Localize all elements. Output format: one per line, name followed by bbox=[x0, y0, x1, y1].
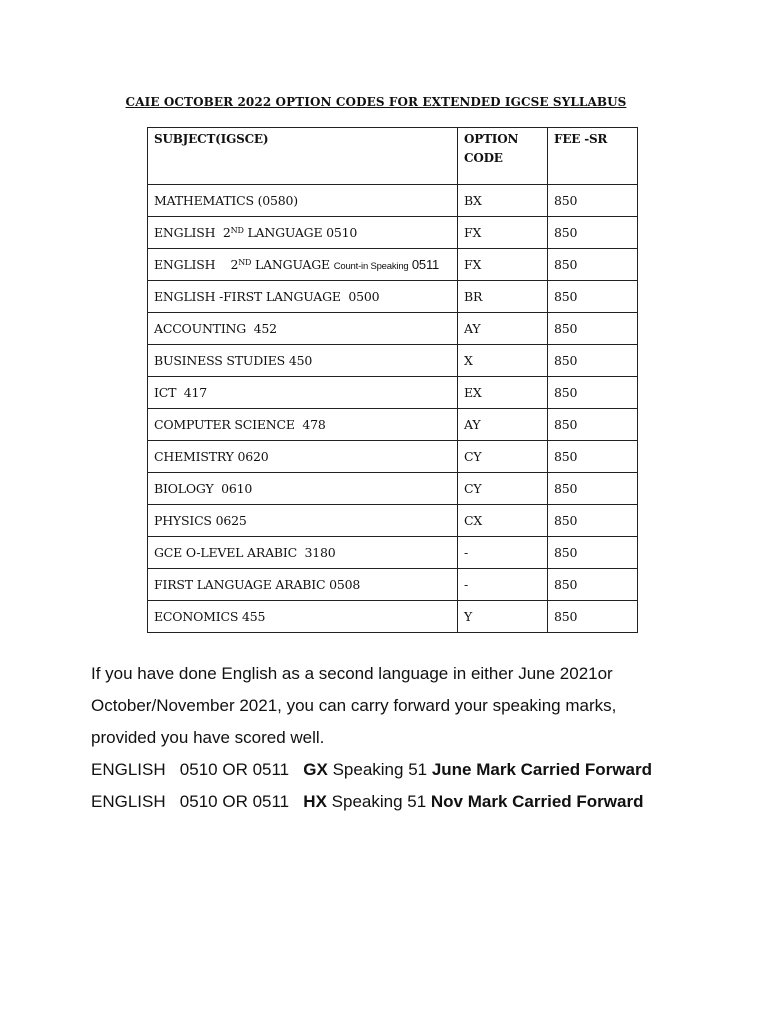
header-option-line2: CODE bbox=[464, 151, 503, 165]
table-row bbox=[148, 473, 638, 505]
table-header-row bbox=[148, 128, 638, 185]
subject-text: ENGLISH 2 bbox=[154, 225, 231, 240]
cell-subject: CHEMISTRY 0620 bbox=[148, 441, 458, 473]
cell-code: X bbox=[458, 345, 548, 377]
nov-middle: Speaking 51 bbox=[326, 792, 431, 811]
subject-text: LANGUAGE bbox=[251, 257, 334, 272]
june-code: GX bbox=[303, 760, 328, 779]
cell-subject: ECONOMICS 455 bbox=[148, 601, 458, 633]
note-line: provided you have scored well. bbox=[91, 728, 325, 747]
cell-fee: 850 bbox=[548, 505, 638, 537]
subject-code: 0511 bbox=[408, 257, 440, 272]
cell-subject: ICT 417 bbox=[148, 377, 458, 409]
cell-code: FX bbox=[458, 249, 548, 281]
cell-code: BR bbox=[458, 281, 548, 313]
header-option-line1: OPTION bbox=[464, 132, 519, 146]
cell-subject: BIOLOGY 0610 bbox=[148, 473, 458, 505]
table-row bbox=[148, 569, 638, 601]
cell-fee: 850 bbox=[548, 345, 638, 377]
table-row bbox=[148, 313, 638, 345]
document-title: CAIE OCTOBER 2022 OPTION CODES FOR EXTENDED IGCSE SYLLABUS bbox=[125, 95, 627, 109]
header-subject: SUBJECT(IGSCE) bbox=[148, 128, 458, 185]
table-row bbox=[148, 409, 638, 441]
subject-text: ENGLISH 2 bbox=[154, 257, 239, 272]
header-option-code bbox=[458, 128, 548, 185]
cell-subject: PHYSICS 0625 bbox=[148, 505, 458, 537]
cell-fee: 850 bbox=[548, 249, 638, 281]
cell-code: Y bbox=[458, 601, 548, 633]
option-codes-table bbox=[147, 127, 638, 633]
cell-code: CX bbox=[458, 505, 548, 537]
cell-fee: 850 bbox=[548, 409, 638, 441]
table-row bbox=[148, 185, 638, 217]
note-line: If you have done English as a second language in either June 2021or bbox=[91, 664, 613, 683]
superscript: ND bbox=[230, 226, 244, 235]
table-row bbox=[148, 217, 638, 249]
note-line: October/November 2021, you can carry forward your speaking marks, bbox=[91, 696, 617, 715]
cell-code: CY bbox=[458, 473, 548, 505]
subject-text: LANGUAGE 0510 bbox=[243, 225, 358, 240]
cell-fee: 850 bbox=[548, 473, 638, 505]
table-row bbox=[148, 377, 638, 409]
cell-subject: COMPUTER SCIENCE 478 bbox=[148, 409, 458, 441]
cell-code: AY bbox=[458, 313, 548, 345]
cell-fee: 850 bbox=[548, 537, 638, 569]
cell-fee: 850 bbox=[548, 569, 638, 601]
table-row bbox=[148, 601, 638, 633]
nov-prefix: ENGLISH 0510 OR 0511 bbox=[91, 792, 304, 811]
cell-fee: 850 bbox=[548, 441, 638, 473]
june-carry-forward-line bbox=[91, 754, 731, 786]
cell-fee: 850 bbox=[548, 217, 638, 249]
cell-fee: 850 bbox=[548, 377, 638, 409]
superscript: ND bbox=[238, 258, 252, 267]
cell-subject: ENGLISH -FIRST LANGUAGE 0500 bbox=[148, 281, 458, 313]
nov-code: HX bbox=[303, 792, 327, 811]
cell-subject bbox=[148, 217, 458, 249]
table-row bbox=[148, 505, 638, 537]
june-prefix: ENGLISH 0510 OR 0511 bbox=[91, 760, 304, 779]
header-fee: FEE -SR bbox=[548, 128, 638, 185]
june-middle: Speaking 51 bbox=[327, 760, 432, 779]
table-row bbox=[148, 441, 638, 473]
table-row bbox=[148, 281, 638, 313]
cell-fee: 850 bbox=[548, 601, 638, 633]
cell-subject bbox=[148, 249, 458, 281]
table-row bbox=[148, 249, 638, 281]
nov-suffix: Nov Mark Carried Forward bbox=[430, 792, 644, 811]
nov-carry-forward-line bbox=[91, 786, 731, 818]
cell-code: - bbox=[458, 537, 548, 569]
cell-fee: 850 bbox=[548, 281, 638, 313]
subject-small-note: Count-in Speaking bbox=[333, 261, 409, 272]
table-row bbox=[148, 345, 638, 377]
cell-subject: GCE O-LEVEL ARABIC 3180 bbox=[148, 537, 458, 569]
cell-code: - bbox=[458, 569, 548, 601]
cell-fee: 850 bbox=[548, 313, 638, 345]
cell-subject: BUSINESS STUDIES 450 bbox=[148, 345, 458, 377]
cell-subject: FIRST LANGUAGE ARABIC 0508 bbox=[148, 569, 458, 601]
cell-subject: MATHEMATICS (0580) bbox=[148, 185, 458, 217]
notes-section bbox=[91, 658, 731, 818]
cell-code: EX bbox=[458, 377, 548, 409]
cell-code: CY bbox=[458, 441, 548, 473]
table-row bbox=[148, 537, 638, 569]
cell-code: AY bbox=[458, 409, 548, 441]
cell-subject: ACCOUNTING 452 bbox=[148, 313, 458, 345]
cell-code: FX bbox=[458, 217, 548, 249]
june-suffix: June Mark Carried Forward bbox=[431, 760, 652, 779]
cell-code: BX bbox=[458, 185, 548, 217]
cell-fee: 850 bbox=[548, 185, 638, 217]
